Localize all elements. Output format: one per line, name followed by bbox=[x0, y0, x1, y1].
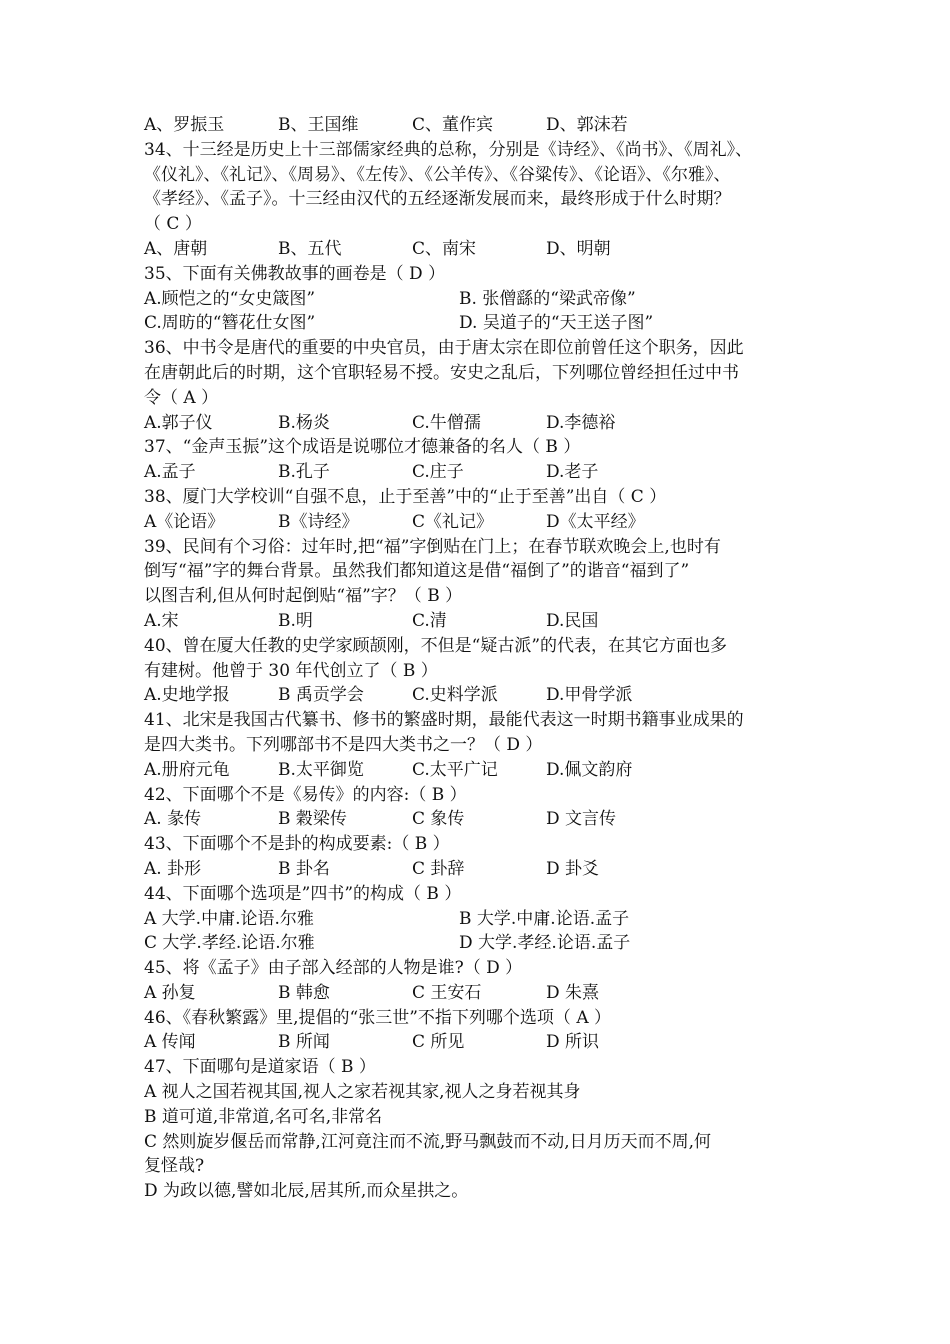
option: A.史地学报 bbox=[144, 685, 230, 706]
option: D.李德裕 bbox=[546, 412, 616, 433]
option: A、罗振玉 bbox=[144, 115, 225, 135]
option: D 所识 bbox=[546, 1032, 600, 1053]
question-line: 46、《春秋繁露》里,提倡的“张三世”不指下列哪个选项（ A ） bbox=[144, 1007, 612, 1028]
option: D、郭沫若 bbox=[546, 115, 628, 135]
text-line: B 道可道,非常道,名可名,非常名 bbox=[144, 1106, 383, 1127]
question-line: 35、下面有关佛教故事的画卷是（ D ） bbox=[144, 263, 446, 284]
answer-options bbox=[144, 460, 814, 485]
option: D.老子 bbox=[546, 462, 599, 483]
answer-options bbox=[144, 981, 814, 1006]
text-line: 34、十三经是历史上十三部儒家经典的总称，分别是《诗经》、《尚书》、《周礼》、 bbox=[144, 139, 753, 160]
text-line: C 然则旋岁偃岳而常静,江河竟注而不流,野马飘鼓而不动,日月历天而不周,何 bbox=[144, 1131, 712, 1152]
option: D.佩文韵府 bbox=[546, 759, 633, 780]
option: C.庄子 bbox=[412, 462, 464, 483]
question-line: 45、将《孟子》由子部入经部的人物是谁?（ D ） bbox=[144, 958, 523, 979]
option: B.明 bbox=[278, 610, 313, 631]
option: D 朱熹 bbox=[546, 982, 600, 1003]
answer-options bbox=[144, 807, 814, 832]
option: D. 吴道子的“天王送子图” bbox=[459, 313, 654, 334]
option: A.孟子 bbox=[144, 462, 196, 483]
question-line: 40、曾在厦大任教的史学家顾颉刚，不但是“疑古派”的代表，在其它方面也多 bbox=[144, 635, 728, 656]
option: C 卦辞 bbox=[412, 858, 465, 879]
option: B.杨炎 bbox=[278, 412, 330, 433]
answer-options bbox=[144, 609, 814, 634]
option: B 韩愈 bbox=[278, 982, 330, 1003]
answer-options bbox=[144, 758, 814, 783]
option: C 所见 bbox=[412, 1032, 465, 1053]
option: B 所闻 bbox=[278, 1032, 330, 1053]
option: C 大学.孝经.论语.尔雅 bbox=[144, 933, 315, 954]
answer-options bbox=[144, 857, 814, 882]
option: D.甲骨学派 bbox=[546, 685, 633, 706]
option: C.周昉的“簪花仕女图” bbox=[144, 313, 316, 334]
question-line: 37、“金声玉振”这个成语是说哪位才德兼备的名人（ B ） bbox=[144, 437, 581, 458]
text-line: D 为政以德,譬如北辰,居其所,而众星拱之。 bbox=[144, 1181, 469, 1202]
answer-options bbox=[144, 1030, 814, 1055]
text-line: 是四大类书。下列哪部书不是四大类书之一？（ D ） bbox=[144, 734, 543, 755]
option: A. 彖传 bbox=[144, 809, 202, 830]
answer-options bbox=[144, 311, 814, 336]
question-line: 38、厦门大学校训“自强不息，止于至善”中的“止于至善”出自（ C ） bbox=[144, 486, 667, 507]
text-line: 复怪哉? bbox=[144, 1156, 205, 1177]
question-line: 43、下面哪个不是卦的构成要素:（ B ） bbox=[144, 834, 450, 855]
option: C.史料学派 bbox=[412, 685, 498, 706]
text-line: 令（ A ） bbox=[144, 387, 219, 408]
option: A《论语》 bbox=[144, 511, 225, 532]
question-line: 42、下面哪个不是《易传》的内容:（ B ） bbox=[144, 784, 467, 805]
option: B 大学.中庸.论语.孟子 bbox=[459, 908, 630, 929]
option: A 孙复 bbox=[144, 982, 196, 1003]
option: A.宋 bbox=[144, 610, 179, 631]
option: B. 张僧繇的“梁武帝像” bbox=[459, 288, 636, 309]
option: D 卦爻 bbox=[546, 858, 600, 879]
option: A 大学.中庸.论语.尔雅 bbox=[144, 908, 314, 929]
option: B、五代 bbox=[278, 238, 342, 259]
option: B 禹贡学会 bbox=[278, 685, 364, 706]
text-line: 在唐朝此后的时期，这个官职轻易不授。安史之乱后，下列哪位曾经担任过中书 bbox=[144, 362, 739, 383]
answer-options bbox=[144, 287, 814, 312]
option: C、董作宾 bbox=[412, 115, 494, 135]
option: D、明朝 bbox=[546, 238, 611, 259]
option: D 文言传 bbox=[546, 809, 617, 830]
option: A、唐朝 bbox=[144, 238, 208, 259]
option: D《太平经》 bbox=[546, 511, 645, 532]
option: C 王安石 bbox=[412, 982, 482, 1003]
option: A.册府元龟 bbox=[144, 759, 230, 780]
question-line: 39、民间有个习俗：过年时,把“福”字倒贴在门上；在春节联欢晚会上,也时有 bbox=[144, 536, 721, 557]
option: A 传闻 bbox=[144, 1032, 196, 1053]
option: B.孔子 bbox=[278, 462, 330, 483]
option: D.民国 bbox=[546, 610, 599, 631]
option: C、南宋 bbox=[412, 238, 477, 259]
answer-options bbox=[144, 683, 814, 708]
option: C.清 bbox=[412, 610, 447, 631]
option: B、王国维 bbox=[278, 115, 359, 135]
option: C《礼记》 bbox=[412, 511, 494, 532]
option: A. 卦形 bbox=[144, 858, 202, 879]
text-line: 《孝经》、《孟子》。十三经由汉代的五经逐渐发展而来，最终形成于什么时期？ bbox=[144, 189, 731, 210]
answer-options bbox=[144, 411, 814, 436]
question-line: 47、下面哪句是道家语（ B ） bbox=[144, 1057, 376, 1078]
answer-options bbox=[144, 510, 814, 535]
option: C 象传 bbox=[412, 809, 465, 830]
text-line: 《仪礼》、《礼记》、《周易》、《左传》、《公羊传》、《谷粱传》、《论语》、《尔雅》、 bbox=[144, 164, 731, 185]
option: A.顾恺之的“女史箴图” bbox=[144, 288, 316, 309]
question-line: 44、下面哪个选项是”四书”的构成（ B ） bbox=[144, 883, 462, 904]
option: C.太平广记 bbox=[412, 759, 498, 780]
text-line: A 视人之国若视其国,视人之家若视其家,视人之身若视其身 bbox=[144, 1082, 581, 1103]
answer-options bbox=[144, 237, 814, 262]
text-line: 以图吉利,但从何时起倒贴“福”字？（ B ） bbox=[144, 586, 463, 607]
answer-options bbox=[144, 907, 814, 932]
text-line: （ C ） bbox=[144, 214, 202, 235]
question-line: 36、中书令是唐代的重要的中央官员，由于唐太宗在即位前曾任这个职务，因此 bbox=[144, 338, 744, 359]
answer-options bbox=[144, 931, 814, 956]
text-line: 有建树。他曾于 30 年代创立了（ B ） bbox=[144, 660, 438, 681]
answer-options bbox=[144, 113, 814, 138]
option: D 大学.孝经.论语.孟子 bbox=[459, 933, 631, 954]
option: B《诗经》 bbox=[278, 511, 359, 532]
option: C.牛僧孺 bbox=[412, 412, 481, 433]
option: B 穀梁传 bbox=[278, 809, 347, 830]
option: B.太平御览 bbox=[278, 759, 364, 780]
option: B 卦名 bbox=[278, 858, 330, 879]
question-line: 41、北宋是我国古代纂书、修书的繁盛时期，最能代表这一时期书籍事业成果的 bbox=[144, 710, 744, 731]
text-line: 倒写“福”字的舞台背景。虽然我们都知道这是借“福倒了”的谐音“福到了” bbox=[144, 561, 690, 582]
document-page bbox=[144, 113, 814, 1204]
option: A.郭子仪 bbox=[144, 412, 213, 433]
